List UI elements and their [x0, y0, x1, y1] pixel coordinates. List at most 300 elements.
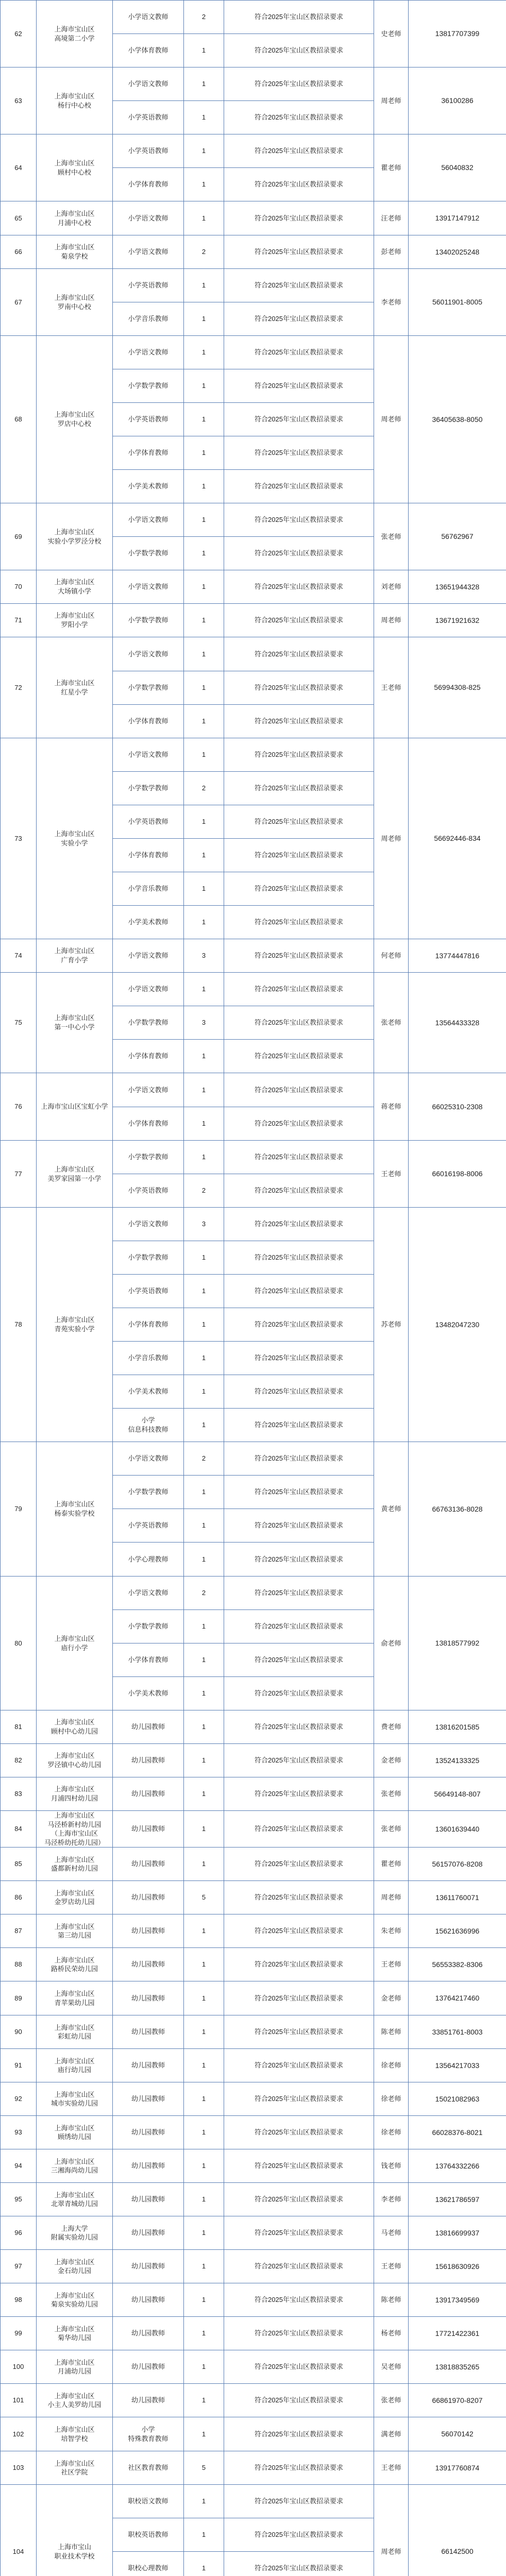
position-title: 小学美术教师 — [113, 470, 184, 503]
position-count: 1 — [184, 336, 224, 369]
position-count: 1 — [184, 1308, 224, 1342]
contact-person: 徐老师 — [374, 2082, 409, 2116]
position-requirement: 符合2025年宝山区教招录要求 — [224, 2485, 374, 2518]
table-row — [1, 2384, 506, 2417]
school-name: 上海市宝山区 北翠青城幼儿园 — [37, 2183, 113, 2216]
row-number: 62 — [1, 1, 37, 67]
position-requirement: 符合2025年宝山区教招录要求 — [224, 1, 374, 34]
position-count: 1 — [184, 1677, 224, 1710]
school-name: 上海市宝山区 实验小学罗泾分校 — [37, 503, 113, 570]
row-number: 65 — [1, 201, 37, 235]
school-name: 上海市宝山区 罗店中心校 — [37, 336, 113, 503]
school-name: 上海大学 附属实验幼儿园 — [37, 2216, 113, 2250]
position-count: 1 — [184, 2417, 224, 2451]
position-title: 小学语文教师 — [113, 973, 184, 1006]
position-count: 1 — [184, 2250, 224, 2283]
contact-person: 蒋老师 — [374, 1073, 409, 1141]
row-number: 66 — [1, 235, 37, 269]
position-title: 小学英语教师 — [113, 1509, 184, 1543]
position-requirement: 符合2025年宝山区教招录要求 — [224, 235, 374, 269]
position-title: 幼儿园教师 — [113, 1777, 184, 1811]
school-name: 上海市宝山区 顾绣幼儿园 — [37, 2116, 113, 2149]
contact-phone: 66025310-2308 — [409, 1073, 506, 1141]
table-row — [1, 1744, 506, 1777]
position-count: 1 — [184, 67, 224, 101]
position-title: 小学语文教师 — [113, 1208, 184, 1241]
contact-phone: 13917147912 — [409, 201, 506, 235]
position-count: 1 — [184, 1710, 224, 1744]
position-count: 1 — [184, 738, 224, 772]
contact-phone: 13917760874 — [409, 2451, 506, 2485]
position-requirement: 符合2025年宝山区教招录要求 — [224, 906, 374, 939]
position-count: 2 — [184, 235, 224, 269]
row-number: 67 — [1, 269, 37, 336]
table-row — [1, 336, 506, 369]
position-requirement: 符合2025年宝山区教招录要求 — [224, 1543, 374, 1577]
position-title: 幼儿园教师 — [113, 2116, 184, 2149]
row-number: 68 — [1, 336, 37, 503]
position-count: 1 — [184, 269, 224, 302]
school-name: 上海市宝山区 菊华幼儿园 — [37, 2317, 113, 2350]
position-title: 小学数学教师 — [113, 671, 184, 705]
position-count: 1 — [184, 369, 224, 403]
position-requirement: 符合2025年宝山区教招录要求 — [224, 34, 374, 67]
contact-person: 陈老师 — [374, 2283, 409, 2317]
contact-person: 满老师 — [374, 2417, 409, 2451]
position-requirement: 符合2025年宝山区教招录要求 — [224, 2183, 374, 2216]
contact-phone: 56040832 — [409, 134, 506, 201]
table-row — [1, 2417, 506, 2451]
school-name: 上海市宝山区 庙行幼儿园 — [37, 2049, 113, 2082]
position-requirement: 符合2025年宝山区教招录要求 — [224, 336, 374, 369]
position-requirement: 符合2025年宝山区教招录要求 — [224, 1141, 374, 1174]
row-number: 71 — [1, 604, 37, 637]
school-name: 上海市宝山区 罗阳小学 — [37, 604, 113, 637]
table-row — [1, 201, 506, 235]
position-requirement: 符合2025年宝山区教招录要求 — [224, 1777, 374, 1811]
school-name: 上海市宝山区 金石幼儿园 — [37, 2250, 113, 2283]
position-title: 小学数学教师 — [113, 604, 184, 637]
contact-person: 陈老师 — [374, 2015, 409, 2049]
position-requirement: 符合2025年宝山区教招录要求 — [224, 1509, 374, 1543]
row-number: 96 — [1, 2216, 37, 2250]
position-requirement: 符合2025年宝山区教招录要求 — [224, 2384, 374, 2417]
row-number: 73 — [1, 738, 37, 939]
position-count: 1 — [184, 1643, 224, 1677]
contact-phone: 13564217033 — [409, 2049, 506, 2082]
contact-phone: 13621786597 — [409, 2183, 506, 2216]
table-row — [1, 637, 506, 671]
position-title: 小学英语教师 — [113, 269, 184, 302]
position-requirement: 符合2025年宝山区教招录要求 — [224, 2015, 374, 2049]
contact-person: 李老师 — [374, 269, 409, 336]
position-count: 1 — [184, 1375, 224, 1409]
contact-person: 王老师 — [374, 637, 409, 738]
contact-person: 徐老师 — [374, 2116, 409, 2149]
position-title: 小学数学教师 — [113, 1141, 184, 1174]
contact-phone: 13818835265 — [409, 2350, 506, 2384]
position-title: 小学音乐教师 — [113, 872, 184, 906]
position-requirement: 符合2025年宝山区教招录要求 — [224, 1811, 374, 1848]
contact-person: 周老师 — [374, 604, 409, 637]
contact-person: 钱老师 — [374, 2149, 409, 2183]
position-count: 1 — [184, 839, 224, 872]
contact-phone: 56994308-825 — [409, 637, 506, 738]
row-number: 97 — [1, 2250, 37, 2283]
contact-phone: 56762967 — [409, 503, 506, 570]
position-count: 1 — [184, 906, 224, 939]
position-count: 2 — [184, 1577, 224, 1610]
position-title: 小学语文教师 — [113, 738, 184, 772]
table-row — [1, 1073, 506, 1107]
position-requirement: 符合2025年宝山区教招录要求 — [224, 201, 374, 235]
position-requirement: 符合2025年宝山区教招录要求 — [224, 1610, 374, 1643]
position-requirement: 符合2025年宝山区教招录要求 — [224, 2250, 374, 2283]
position-count: 1 — [184, 403, 224, 436]
row-number: 69 — [1, 503, 37, 570]
contact-person: 俞老师 — [374, 1577, 409, 1710]
contact-person: 李老师 — [374, 2183, 409, 2216]
position-count: 2 — [184, 772, 224, 805]
position-requirement: 符合2025年宝山区教招录要求 — [224, 67, 374, 101]
position-title: 小学语文教师 — [113, 336, 184, 369]
school-name: 上海市宝山区 实验小学 — [37, 738, 113, 939]
row-number: 75 — [1, 973, 37, 1073]
position-count: 1 — [184, 705, 224, 738]
position-count: 1 — [184, 1981, 224, 2015]
contact-phone: 15618630926 — [409, 2250, 506, 2283]
row-number: 76 — [1, 1073, 37, 1141]
school-name: 上海市宝山区 第三幼儿园 — [37, 1914, 113, 1948]
row-number: 80 — [1, 1577, 37, 1710]
contact-person: 刘老师 — [374, 570, 409, 604]
position-title: 幼儿园教师 — [113, 2317, 184, 2350]
position-title: 幼儿园教师 — [113, 2149, 184, 2183]
contact-phone: 66142500 — [409, 2485, 506, 2576]
position-title: 小学体育教师 — [113, 1107, 184, 1141]
position-count: 1 — [184, 1241, 224, 1275]
contact-phone: 56553382-8306 — [409, 1948, 506, 1981]
contact-person: 周老师 — [374, 738, 409, 939]
position-title: 小学体育教师 — [113, 1040, 184, 1073]
contact-person: 周老师 — [374, 2485, 409, 2576]
position-requirement: 符合2025年宝山区教招录要求 — [224, 604, 374, 637]
position-title: 小学体育教师 — [113, 34, 184, 67]
table-row — [1, 1208, 506, 1241]
contact-person: 周老师 — [374, 336, 409, 503]
school-name: 上海市宝山区 盛都新村幼儿园 — [37, 1848, 113, 1881]
position-title: 小学体育教师 — [113, 705, 184, 738]
position-title: 社区教育教师 — [113, 2451, 184, 2485]
table-row — [1, 2183, 506, 2216]
position-count: 2 — [184, 1174, 224, 1208]
table-row — [1, 1442, 506, 1476]
table-row — [1, 2317, 506, 2350]
position-count: 1 — [184, 101, 224, 134]
row-number: 87 — [1, 1914, 37, 1948]
position-count: 1 — [184, 637, 224, 671]
contact-phone: 56070142 — [409, 2417, 506, 2451]
contact-phone: 13816699937 — [409, 2216, 506, 2250]
position-requirement: 符合2025年宝山区教招录要求 — [224, 1342, 374, 1375]
contact-person: 王老师 — [374, 1141, 409, 1208]
position-count: 1 — [184, 1141, 224, 1174]
position-requirement: 符合2025年宝山区教招录要求 — [224, 1241, 374, 1275]
school-name: 上海市宝山区 罗南中心校 — [37, 269, 113, 336]
position-count: 1 — [184, 34, 224, 67]
contact-phone: 13816201585 — [409, 1710, 506, 1744]
position-count: 1 — [184, 2116, 224, 2149]
school-name: 上海市宝山区 路桥民荣幼儿园 — [37, 1948, 113, 1981]
position-count: 1 — [184, 2350, 224, 2384]
position-requirement: 符合2025年宝山区教招录要求 — [224, 1208, 374, 1241]
school-name: 上海市宝山区 月浦中心校 — [37, 201, 113, 235]
position-title: 小学语文教师 — [113, 503, 184, 537]
contact-phone: 13482047230 — [409, 1208, 506, 1442]
school-name: 上海市宝山区 美罗家园第一小学 — [37, 1141, 113, 1208]
table-row — [1, 1881, 506, 1914]
contact-person: 王老师 — [374, 2451, 409, 2485]
contact-person: 马老师 — [374, 2216, 409, 2250]
school-name: 上海市宝山区 培智学校 — [37, 2417, 113, 2451]
position-requirement: 符合2025年宝山区教招录要求 — [224, 403, 374, 436]
table-row — [1, 604, 506, 637]
position-title: 小学数学教师 — [113, 772, 184, 805]
position-title: 小学英语教师 — [113, 101, 184, 134]
contact-phone: 13564433328 — [409, 973, 506, 1073]
row-number: 79 — [1, 1442, 37, 1577]
table-row — [1, 1811, 506, 1848]
school-name: 上海市宝山区宝虹小学 — [37, 1073, 113, 1141]
contact-person: 张老师 — [374, 2384, 409, 2417]
contact-phone: 13764217460 — [409, 1981, 506, 2015]
position-count: 1 — [184, 2082, 224, 2116]
contact-phone: 56157076-8208 — [409, 1848, 506, 1881]
position-title: 小学 信息科技教师 — [113, 1409, 184, 1442]
contact-person: 瞿老师 — [374, 134, 409, 201]
row-number: 91 — [1, 2049, 37, 2082]
position-count: 1 — [184, 134, 224, 168]
position-title: 职校英语教师 — [113, 2518, 184, 2552]
position-title: 幼儿园教师 — [113, 2350, 184, 2384]
position-count: 1 — [184, 2485, 224, 2518]
table-row — [1, 67, 506, 101]
recruitment-table-body — [1, 1, 506, 2576]
position-requirement: 符合2025年宝山区教招录要求 — [224, 1375, 374, 1409]
position-title: 小学音乐教师 — [113, 302, 184, 336]
position-count: 1 — [184, 2317, 224, 2350]
contact-person: 金老师 — [374, 1981, 409, 2015]
position-requirement: 符合2025年宝山区教招录要求 — [224, 1006, 374, 1040]
position-title: 小学数学教师 — [113, 1476, 184, 1509]
row-number: 89 — [1, 1981, 37, 2015]
contact-person: 张老师 — [374, 973, 409, 1073]
row-number: 101 — [1, 2384, 37, 2417]
contact-phone: 17721422361 — [409, 2317, 506, 2350]
position-count: 3 — [184, 939, 224, 973]
contact-phone: 66016198-8006 — [409, 1141, 506, 1208]
position-requirement: 符合2025年宝山区教招录要求 — [224, 537, 374, 570]
contact-phone: 66763136-8028 — [409, 1442, 506, 1577]
position-count: 1 — [184, 570, 224, 604]
position-title: 幼儿园教师 — [113, 1848, 184, 1881]
position-title: 小学语文教师 — [113, 201, 184, 235]
contact-phone: 13402025248 — [409, 235, 506, 269]
position-title: 小学数学教师 — [113, 1610, 184, 1643]
contact-phone: 56011901-8005 — [409, 269, 506, 336]
position-title: 幼儿园教师 — [113, 2250, 184, 2283]
row-number: 77 — [1, 1141, 37, 1208]
contact-person: 朱老师 — [374, 1914, 409, 1948]
row-number: 100 — [1, 2350, 37, 2384]
position-requirement: 符合2025年宝山区教招录要求 — [224, 2518, 374, 2552]
position-title: 幼儿园教师 — [113, 2049, 184, 2082]
contact-person: 彭老师 — [374, 235, 409, 269]
contact-phone: 33851761-8003 — [409, 2015, 506, 2049]
row-number: 94 — [1, 2149, 37, 2183]
contact-phone: 13611760071 — [409, 1881, 506, 1914]
position-count: 1 — [184, 302, 224, 336]
position-requirement: 符合2025年宝山区教招录要求 — [224, 302, 374, 336]
position-requirement: 符合2025年宝山区教招录要求 — [224, 503, 374, 537]
position-requirement: 符合2025年宝山区教招录要求 — [224, 637, 374, 671]
school-name: 上海市宝山区 顾村中心幼儿园 — [37, 1710, 113, 1744]
table-row — [1, 2451, 506, 2485]
position-requirement: 符合2025年宝山区教招录要求 — [224, 1107, 374, 1141]
position-requirement: 符合2025年宝山区教招录要求 — [224, 369, 374, 403]
contact-phone: 15021082963 — [409, 2082, 506, 2116]
position-title: 幼儿园教师 — [113, 2183, 184, 2216]
position-requirement: 符合2025年宝山区教招录要求 — [224, 671, 374, 705]
contact-person: 金老师 — [374, 1744, 409, 1777]
table-row — [1, 2250, 506, 2283]
position-title: 小学语文教师 — [113, 939, 184, 973]
position-count: 1 — [184, 2049, 224, 2082]
position-title: 幼儿园教师 — [113, 2283, 184, 2317]
row-number: 72 — [1, 637, 37, 738]
position-requirement: 符合2025年宝山区教招录要求 — [224, 2417, 374, 2451]
position-title: 小学语文教师 — [113, 1442, 184, 1476]
contact-phone: 13917349569 — [409, 2283, 506, 2317]
position-count: 1 — [184, 1409, 224, 1442]
school-name: 上海市宝山区 高境第二小学 — [37, 1, 113, 67]
position-count: 1 — [184, 872, 224, 906]
position-count: 1 — [184, 1777, 224, 1811]
school-name: 上海市宝山区 马泾桥新村幼儿园 （上海市宝山区 马泾桥幼托幼儿园） — [37, 1811, 113, 1848]
position-count: 1 — [184, 503, 224, 537]
position-title: 小学语文教师 — [113, 1, 184, 34]
contact-phone: 13817707399 — [409, 1, 506, 67]
position-title: 小学语文教师 — [113, 570, 184, 604]
contact-person: 张老师 — [374, 1811, 409, 1848]
position-title: 幼儿园教师 — [113, 1710, 184, 1744]
position-title: 幼儿园教师 — [113, 2384, 184, 2417]
row-number: 78 — [1, 1208, 37, 1442]
position-requirement: 符合2025年宝山区教招录要求 — [224, 2283, 374, 2317]
table-row — [1, 2283, 506, 2317]
position-requirement: 符合2025年宝山区教招录要求 — [224, 1073, 374, 1107]
table-row — [1, 2216, 506, 2250]
contact-person: 黄老师 — [374, 1442, 409, 1577]
position-title: 小学语文教师 — [113, 235, 184, 269]
table-row — [1, 973, 506, 1006]
school-name: 上海市宝山区 庙行小学 — [37, 1577, 113, 1710]
position-requirement: 符合2025年宝山区教招录要求 — [224, 1677, 374, 1710]
table-row — [1, 2082, 506, 2116]
position-count: 1 — [184, 973, 224, 1006]
position-requirement: 符合2025年宝山区教招录要求 — [224, 1744, 374, 1777]
contact-person: 史老师 — [374, 1, 409, 67]
position-count: 1 — [184, 1848, 224, 1881]
contact-phone: 13524133325 — [409, 1744, 506, 1777]
position-title: 幼儿园教师 — [113, 1744, 184, 1777]
position-title: 小学语文教师 — [113, 1577, 184, 1610]
school-name: 上海市宝山区 青苹果幼儿园 — [37, 1981, 113, 2015]
contact-person: 王老师 — [374, 2250, 409, 2283]
row-number: 84 — [1, 1811, 37, 1848]
school-name: 上海市宝山区 杨行中心校 — [37, 67, 113, 134]
position-requirement: 符合2025年宝山区教招录要求 — [224, 570, 374, 604]
table-row — [1, 1848, 506, 1881]
contact-phone: 13764332266 — [409, 2149, 506, 2183]
school-name: 上海市宝山区 金罗店幼儿园 — [37, 1881, 113, 1914]
position-requirement: 符合2025年宝山区教招录要求 — [224, 973, 374, 1006]
position-requirement: 符合2025年宝山区教招录要求 — [224, 2116, 374, 2149]
contact-phone: 13671921632 — [409, 604, 506, 637]
position-requirement: 符合2025年宝山区教招录要求 — [224, 1174, 374, 1208]
position-title: 小学英语教师 — [113, 134, 184, 168]
position-requirement: 符合2025年宝山区教招录要求 — [224, 1275, 374, 1308]
row-number: 104 — [1, 2485, 37, 2576]
row-number: 90 — [1, 2015, 37, 2049]
position-requirement: 符合2025年宝山区教招录要求 — [224, 168, 374, 201]
position-requirement: 符合2025年宝山区教招录要求 — [224, 1848, 374, 1881]
school-name: 上海市宝山区 月浦幼儿园 — [37, 2350, 113, 2384]
position-requirement: 符合2025年宝山区教招录要求 — [224, 805, 374, 839]
contact-phone: 36100286 — [409, 67, 506, 134]
position-requirement: 符合2025年宝山区教招录要求 — [224, 1308, 374, 1342]
position-requirement: 符合2025年宝山区教招录要求 — [224, 1040, 374, 1073]
position-requirement: 符合2025年宝山区教招录要求 — [224, 1710, 374, 1744]
school-name: 上海市宝山区 顾村中心校 — [37, 134, 113, 201]
contact-person: 苏老师 — [374, 1208, 409, 1442]
position-count: 1 — [184, 2384, 224, 2417]
position-count: 1 — [184, 1040, 224, 1073]
contact-phone: 13818577992 — [409, 1577, 506, 1710]
row-number: 99 — [1, 2317, 37, 2350]
position-requirement: 符合2025年宝山区教招录要求 — [224, 2317, 374, 2350]
contact-phone: 56692446-834 — [409, 738, 506, 939]
school-name: 上海市宝山区 广育小学 — [37, 939, 113, 973]
table-row — [1, 235, 506, 269]
school-name: 上海市宝山区 大场镇小学 — [37, 570, 113, 604]
position-count: 1 — [184, 2149, 224, 2183]
position-title: 小学语文教师 — [113, 67, 184, 101]
position-count: 1 — [184, 436, 224, 470]
position-title: 幼儿园教师 — [113, 2015, 184, 2049]
contact-person: 张老师 — [374, 1777, 409, 1811]
position-requirement: 符合2025年宝山区教招录要求 — [224, 470, 374, 503]
row-number: 102 — [1, 2417, 37, 2451]
contact-person: 吴老师 — [374, 2350, 409, 2384]
contact-person: 徐老师 — [374, 2049, 409, 2082]
position-count: 1 — [184, 2552, 224, 2576]
school-name: 上海市宝山区 小主人美罗幼儿园 — [37, 2384, 113, 2417]
position-requirement: 符合2025年宝山区教招录要求 — [224, 772, 374, 805]
row-number: 85 — [1, 1848, 37, 1881]
position-title: 小学体育教师 — [113, 436, 184, 470]
contact-phone: 36405638-8050 — [409, 336, 506, 503]
